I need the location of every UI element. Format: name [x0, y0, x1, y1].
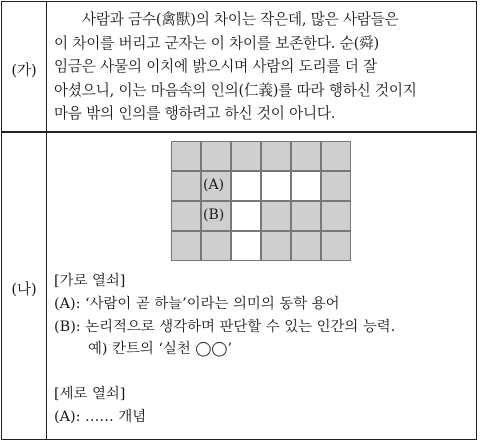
grid-cell — [231, 231, 261, 261]
across-clue-b-example: 예) 칸트의 ‘실천 ◯◯’ — [88, 341, 233, 358]
grid-label-a: (A) — [203, 177, 225, 193]
grid-cell — [291, 141, 321, 171]
grid-cell — [321, 171, 351, 201]
grid-cell — [201, 141, 231, 171]
grid-cell — [231, 201, 261, 231]
column-divider — [46, 2, 47, 439]
grid-cell — [171, 201, 201, 231]
grid-cell — [231, 141, 261, 171]
grid-cell — [171, 231, 201, 261]
grid-cell — [261, 231, 291, 261]
grid-cell — [321, 141, 351, 171]
section-label-na: (나) — [11, 282, 37, 298]
grid-cell — [291, 231, 321, 261]
down-clue-a: (A): …… 개념 — [54, 408, 147, 425]
grid-cell — [171, 171, 201, 201]
grid-cell — [291, 201, 321, 231]
crossword-grid — [171, 141, 351, 261]
grid-cell — [261, 141, 291, 171]
down-heading: [세로 열쇠] — [54, 386, 126, 403]
across-clue-b: (B): 논리적으로 생각하며 판단할 수 있는 인간의 능력. — [54, 318, 396, 335]
passage-line-2: 이 차이를 버리고 군자는 이 차이를 보존한다. 순(舜) — [54, 34, 379, 52]
grid-cell — [261, 171, 291, 201]
grid-cell — [201, 231, 231, 261]
grid-cell — [261, 201, 291, 231]
passage-line-1: 사람과 금수(禽獸)의 차이는 작은데, 많은 사람들은 — [82, 11, 399, 28]
grid-cell — [291, 171, 321, 201]
passage-line-4: 아셨으니, 이는 마음속의 인의(仁義)를 따라 행하신 것이지 — [54, 81, 417, 99]
grid-label-b: (B) — [203, 207, 225, 223]
grid-cell — [321, 201, 351, 231]
row-divider — [2, 131, 476, 133]
across-clue-a: (A): ‘사람이 곧 하늘’이라는 의미의 동학 용어 — [54, 295, 340, 312]
section-label-ga: (가) — [11, 63, 37, 79]
crossword-clues — [54, 270, 474, 429]
across-heading: [가로 열쇠] — [54, 273, 126, 289]
grid-cell — [171, 141, 201, 171]
passage-ga — [54, 8, 472, 126]
grid-cell — [321, 231, 351, 261]
question-table — [1, 1, 477, 440]
passage-line-5: 마음 밖의 인의를 행하려고 하신 것이 아니다. — [54, 105, 336, 123]
passage-line-3: 임금은 사물의 이치에 밝으시며 사람의 도리를 더 잘 — [54, 58, 377, 76]
grid-cell — [231, 171, 261, 201]
